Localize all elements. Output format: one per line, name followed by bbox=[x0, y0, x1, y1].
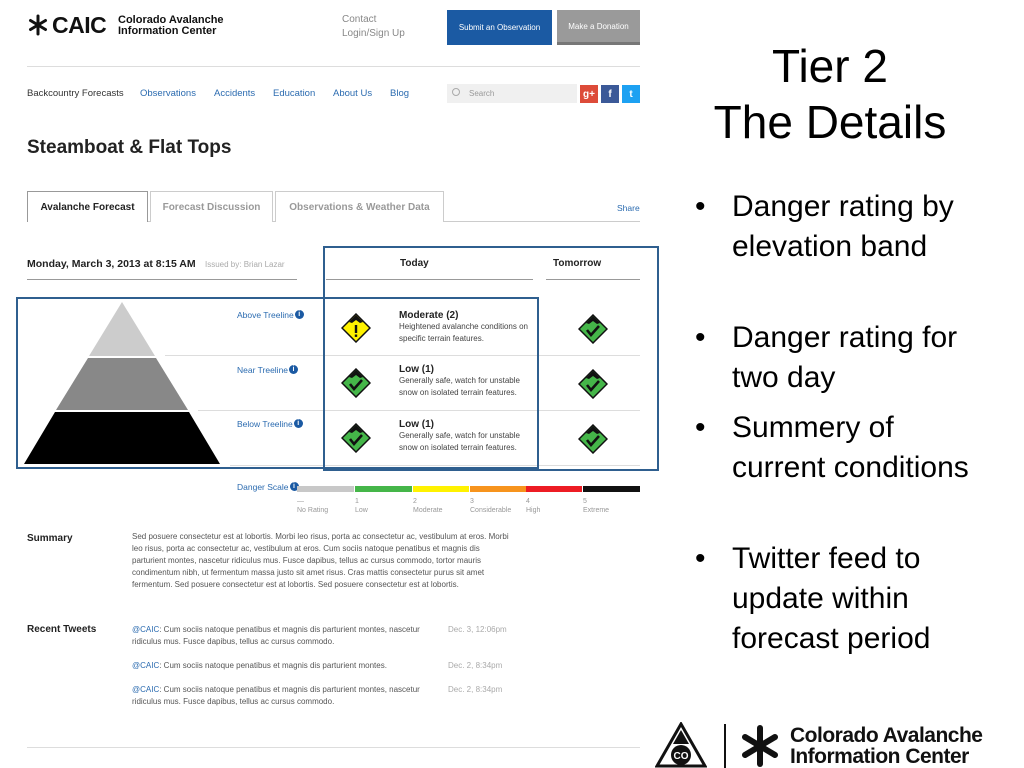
tweet-time: Dec. 2, 8:34pm bbox=[448, 661, 503, 670]
donate-button[interactable]: Make a Donation bbox=[557, 10, 640, 45]
recent-tweets-heading: Recent Tweets bbox=[27, 624, 97, 635]
column-today: Today bbox=[400, 258, 429, 269]
nav-accidents[interactable]: Accidents bbox=[214, 88, 256, 99]
tweet-handle-link[interactable]: @CAIC bbox=[132, 685, 160, 694]
bullet-item: • Danger rating for two day bbox=[695, 321, 958, 394]
scale-high-label: 4 High bbox=[526, 498, 541, 514]
scale-no-rating-bar bbox=[297, 486, 354, 492]
tweet-time: Dec. 3, 12:06pm bbox=[448, 625, 507, 634]
submit-observation-button[interactable]: Submit an Observation bbox=[447, 10, 552, 45]
login-link[interactable]: Login/Sign Up bbox=[342, 28, 405, 39]
danger-scale-link[interactable]: Danger Scale i bbox=[237, 482, 299, 492]
scale-considerable-label: 3 Considerable bbox=[470, 498, 512, 514]
scale-no-rating-label: — No Rating bbox=[297, 498, 329, 514]
info-icon[interactable]: i bbox=[295, 310, 304, 319]
footer-logo-name: Colorado Avalanche Information Center bbox=[790, 724, 983, 768]
scale-low-bar bbox=[355, 486, 412, 492]
rating-above-treeline: Moderate (2) Heightened avalanche conditions on specific terrain features. bbox=[399, 310, 528, 343]
logo-co-text: CO bbox=[673, 751, 689, 762]
google-plus-icon[interactable]: g+ bbox=[580, 85, 598, 103]
forecast-date: Monday, March 3, 2013 at 8:15 AM bbox=[27, 258, 196, 270]
tweet-handle-link[interactable]: @CAIC bbox=[132, 625, 160, 634]
search-input[interactable]: Search bbox=[447, 84, 577, 103]
footer-logo-divider bbox=[724, 724, 726, 768]
tab-forecast-discussion[interactable]: Forecast Discussion bbox=[150, 191, 273, 222]
highlight-two-day bbox=[323, 246, 659, 471]
band-label-near-treeline[interactable]: Near Treeline i bbox=[237, 365, 298, 375]
scale-high-bar bbox=[526, 486, 582, 492]
share-link[interactable]: Share bbox=[617, 203, 640, 213]
bullet-item: • Summery of current conditions bbox=[695, 411, 969, 484]
footer-divider bbox=[27, 747, 640, 748]
snowflake-logo-icon bbox=[738, 724, 782, 768]
info-icon[interactable]: i bbox=[290, 482, 299, 491]
nav-backcountry-forecasts[interactable]: Backcountry Forecasts bbox=[27, 88, 124, 99]
snowflake-logo-icon bbox=[28, 14, 48, 36]
header-divider bbox=[27, 66, 640, 67]
bullet-item: • Twitter feed to update within forecast period bbox=[695, 542, 931, 655]
bullet-item: • Danger rating by elevation band bbox=[695, 190, 954, 263]
tweet-handle-link[interactable]: @CAIC bbox=[132, 661, 160, 670]
tweet-item: @CAIC: Cum sociis natoque penatibus et magnis dis parturient montes. bbox=[132, 661, 387, 670]
issued-by: Issued by: Brian Lazar bbox=[205, 260, 285, 269]
info-icon[interactable]: i bbox=[289, 365, 298, 374]
slide-title: Tier 2 The Details bbox=[713, 40, 947, 148]
tweet-item: @CAIC: Cum sociis natoque penatibus et magnis dis parturient montes, nascetur ridiculus mus. Fusce dapibus, tellus ac cursus commodo. bbox=[132, 685, 420, 706]
band-label-below-treeline[interactable]: Below Treeline i bbox=[237, 419, 303, 429]
summary-text: Sed posuere consectetur est at lobortis. Morbi leo risus, porta ac consectetur ac, vestibulum at eros. Morbi leo risus, porta ac consectetur ac, vestibulum at eros. Cum sociis natoque penatibus et magnis dis parturient montes, nascetur ridiculus mus. Fusce dapibus, tellus ac cursus commodo, tortor mauris condimentum nibh, ut fermentum massa justo sit amet risus. Cras mattis consectetur purus sit amet fermentum. Sed posuere consectetur est at lobortis. Sed posuere consectetur est at lobortis. bbox=[132, 532, 509, 589]
twitter-icon[interactable]: t bbox=[622, 85, 640, 103]
scale-extreme-bar bbox=[583, 486, 640, 492]
rating-near-treeline: Low (1) Generally safe, watch for unstable snow on isolated terrain features. bbox=[399, 364, 520, 397]
tab-avalanche-forecast[interactable]: Avalanche Forecast bbox=[27, 191, 148, 222]
nav-education[interactable]: Education bbox=[273, 88, 316, 99]
logo-short[interactable]: CAIC bbox=[52, 12, 107, 38]
tweet-time: Dec. 2, 8:34pm bbox=[448, 685, 503, 694]
logo-name[interactable]: Colorado Avalanche Information Center bbox=[118, 14, 224, 37]
co-mountain-logo-icon bbox=[655, 722, 707, 768]
nav-observations[interactable]: Observations bbox=[140, 88, 196, 99]
facebook-icon[interactable]: f bbox=[601, 85, 619, 103]
header-rule-left bbox=[27, 279, 297, 280]
scale-extreme-label: 5 Extreme bbox=[583, 498, 610, 514]
page-title: Steamboat & Flat Tops bbox=[27, 137, 232, 158]
nav-blog[interactable]: Blog bbox=[390, 88, 410, 99]
rating-below-treeline: Low (1) Generally safe, watch for unstable snow on isolated terrain features. bbox=[399, 419, 520, 452]
scale-considerable-bar bbox=[470, 486, 526, 492]
nav-about-us[interactable]: About Us bbox=[333, 88, 373, 99]
contact-link[interactable]: Contact bbox=[342, 14, 377, 25]
summary-heading: Summary bbox=[27, 533, 73, 544]
scale-moderate-label: 2 Moderate bbox=[413, 498, 443, 514]
column-tomorrow: Tomorrow bbox=[553, 258, 602, 269]
band-label-above-treeline[interactable]: Above Treeline i bbox=[237, 310, 304, 320]
info-icon[interactable]: i bbox=[294, 419, 303, 428]
tab-observations-weather[interactable]: Observations & Weather Data bbox=[275, 191, 444, 222]
search-icon bbox=[452, 88, 460, 96]
scale-low-label: 1 Low bbox=[355, 498, 368, 514]
tweet-item: @CAIC: Cum sociis natoque penatibus et magnis dis parturient montes, nascetur ridiculus mus. Fusce dapibus, tellus ac cursus commodo. bbox=[132, 625, 420, 646]
scale-moderate-bar bbox=[413, 486, 469, 492]
